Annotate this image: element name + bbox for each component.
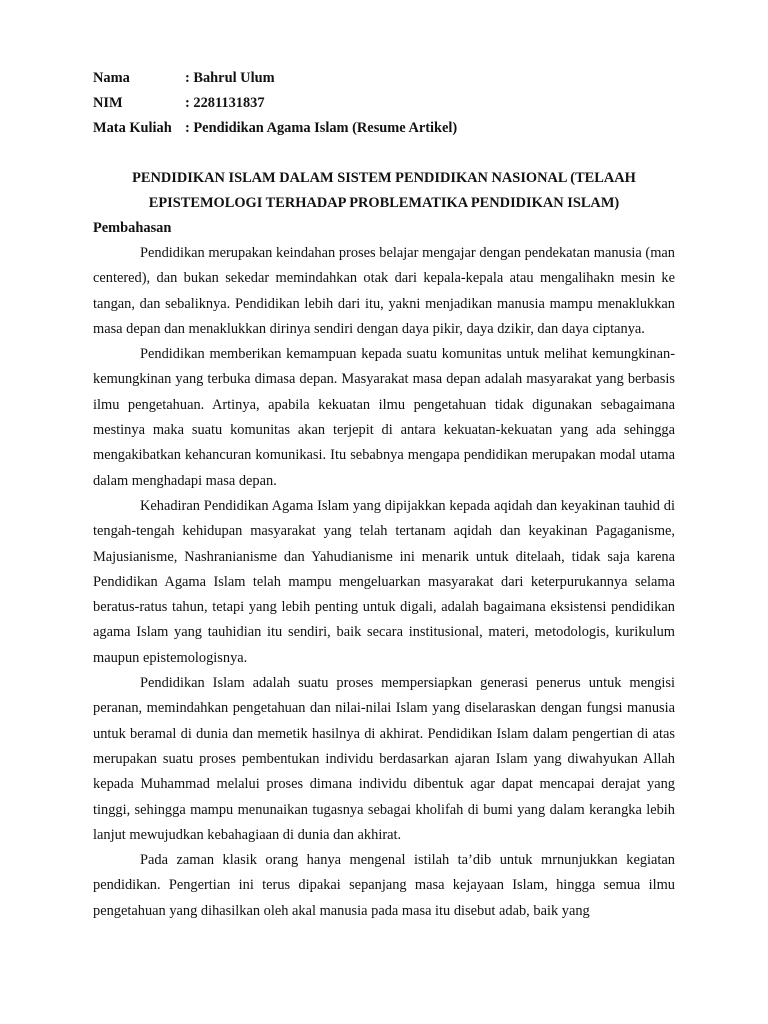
student-info — [93, 66, 675, 141]
meta-label: NIM — [93, 95, 123, 111]
body-paragraph: Pendidikan merupakan keindahan proses belajar mengajar dengan pendekatan manusia (man centered), dan bukan sekedar memindahkan otak dari kepala-kepala atau mengalihakn mesin ke tangan, dan sebaliknya. Pendidikan lebih dari itu, yakni menjadikan manusia mampu menaklukkan masa depan dan menaklukkan dirinya sendiri dengan daya pikir, daya dzikir, dan daya ciptanya. — [93, 245, 675, 337]
meta-label: Nama — [93, 70, 130, 86]
meta-value: : 2281131837 — [185, 95, 265, 111]
title-line-1: PENDIDIKAN ISLAM DALAM SISTEM PENDIDIKAN NASIONAL (TELAAH — [132, 170, 636, 186]
body-paragraph: Pendidikan memberikan kemampuan kepada suatu komunitas untuk melihat kemungkinan-kemungkinan yang terbuka dimasa depan. Masyarakat masa depan adalah masyarakat yang berbasis ilmu pengetahuan. Artinya, apabila kekuatan ilmu pengetahuan tidak digunakan sebagaimana mestinya maka suatu komunitas akan terjepit di antara kekuatan-kekuatan yang ada sehingga mengakibatkan kehancuran komunikasi. Itu sebabnya mengapa pendidikan merupakan modal utama dalam menghadapi masa depan. — [93, 346, 675, 489]
document-title — [93, 166, 675, 216]
title-line-2: EPISTEMOLOGI TERHADAP PROBLEMATIKA PENDIDIKAN ISLAM) — [148, 195, 620, 211]
meta-row-name — [93, 66, 675, 91]
meta-label: Mata Kuliah — [93, 120, 172, 136]
body-paragraph: Kehadiran Pendidikan Agama Islam yang dipijakkan kepada aqidah dan keyakinan tauhid di tengah-tengah kehidupan masyarakat yang telah tertanam aqidah dan keyakinan Pagaganisme, Majusianisme, Nashranianisme dan Yahudianisme ini menarik untuk ditelaah, tidak saja karena Pendidikan Agama Islam telah mampu mengeluarkan masyarakat dari keterpurukannya selama beratus-ratus tahun, tetapi yang lebih penting untuk digali, adalah bagaimana eksistensi pendidikan agama Islam yang tauhidian itu sendiri, baik secara institusional, materi, metodologis, kurikulum maupun epistemologisnya. — [93, 497, 675, 666]
meta-value: : Bahrul Ulum — [185, 70, 275, 86]
meta-row-course — [93, 116, 675, 141]
body-paragraph: Pendidikan Islam adalah suatu proses mempersiapkan generasi penerus untuk mengisi peranan, memindahkan pengetahuan dan nilai-nilai Islam yang diselaraskan dengan fungsi manusia untuk beramal di dunia dan memetik hasilnya di akhirat. Pendidikan Islam dalam pengertian di atas merupakan suatu proses pembentukan individu berdasarkan ajaran Islam yang diwahyukan Allah kepada Muhammad melalui proses dimana individu dibentuk agar dapat mencapai derajat yang tinggi, sehingga mampu menunaikan tugasnya sebagai kholifah di bumi yang dalam kerangka lebih lanjut mewujudkan kebahagiaan di dunia dan akhirat. — [93, 675, 675, 843]
body-paragraph: Pada zaman klasik orang hanya mengenal istilah ta’dib untuk mrnunjukkan kegiatan pendidikan. Pengertian ini terus dipakai sepanjang masa kejayaan Islam, hingga semua ilmu pengetahuan yang dihasilkan oleh akal manusia pada masa itu disebut adab, baik yang — [93, 852, 675, 919]
meta-row-nim — [93, 91, 675, 116]
section-heading: Pembahasan — [93, 220, 172, 236]
meta-value: : Pendidikan Agama Islam (Resume Artikel) — [185, 120, 458, 136]
